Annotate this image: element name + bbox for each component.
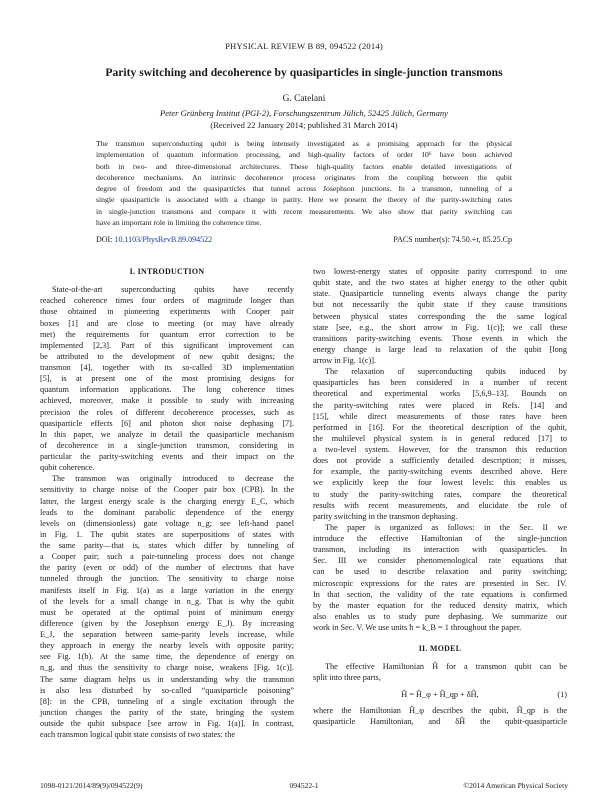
text-line: met) the requirements for quantum error correction to be — [40, 329, 294, 339]
affiliation: Peter Grünberg Institut (PGI-2), Forschungszentrum Jülich, 52425 Jülich, Germany — [160, 108, 448, 118]
text-line: where the Hamiltonian Ĥ_φ describes the qubit, Ĥ_qp is the — [313, 705, 567, 715]
text-line: results with recent measurements, and elucidate the role of — [313, 500, 567, 510]
text-line: The transmon was originally introduced to decrease the — [52, 474, 294, 484]
text-line: a two-level system. However, for the transmon this reduction — [313, 445, 567, 454]
text-line: [5], is at present one of the most promising designs for — [40, 374, 294, 384]
text-line: the parity (even or odd) of the number of electrons that have — [40, 563, 294, 573]
text-line: precision the roles of different decoherence processes, such as — [40, 407, 294, 417]
text-line: can be used to describe relaxation and parity switching; — [313, 567, 567, 577]
left-column — [40, 266, 294, 740]
section-heading-model: II. MODEL — [418, 644, 462, 654]
section-heading-introduction: I. INTRODUCTION — [129, 267, 205, 276]
abstract-line: The transmon superconducting qubit is being intensely investigated as a promising approach for the physical — [96, 139, 512, 148]
text-line: implemented [2,3]. Part of this significant improvement can — [40, 340, 294, 350]
text-line: be attributed to the development of new qubit designs; the — [40, 351, 294, 361]
text-line: The paper is organized as follows: in the Sec. II we — [325, 522, 567, 532]
equation-number: (1) — [557, 689, 567, 699]
equation-text: Ĥ = Ĥ_φ + Ĥ_qp + δĤ, — [401, 689, 479, 699]
text-line: Sec. III we consider phenomenological rate equations that — [313, 556, 567, 566]
doi-link[interactable]: 10.1103/PhysRevB.89.094522 — [114, 235, 213, 244]
equation-1 — [313, 689, 567, 700]
right-column-body — [313, 266, 567, 633]
model-body — [313, 705, 567, 727]
text-line: manifests itself in Fig. 1(a) as a large variation in the energy — [40, 585, 294, 595]
text-line: levels on (dimensionless) gate voltage n_g; see left-hand panel — [40, 518, 294, 528]
text-line: state [see, e.g., the short arrow in Fig. 1(c)]; we call these — [313, 322, 567, 332]
text-line: The effective Hamiltonian Ĥ for a transmon qubit can be — [325, 662, 567, 672]
text-line: we explicitly keep the four lowest levels: this enables us — [313, 478, 567, 488]
text-line: also enables us to study pure dephasing. We summarize our — [313, 611, 567, 621]
author-name: G. Catelani — [282, 94, 326, 104]
text-line: for example, the parity-switching events described above. Here — [313, 467, 567, 477]
text-line: quasiparticles has been considered in a number of recent — [313, 378, 567, 388]
text-line: split into three parts, — [313, 673, 381, 683]
abstract-line: degree of freedom and the quasiparticles that tunnel across Josephson junctions. In a transmon, tunneling of a — [96, 184, 512, 193]
text-line: theoretical and experimental works [5,6,9–13]. Bounds on — [313, 389, 567, 399]
running-head: PHYSICAL REVIEW B 89, 094522 (2014) — [225, 41, 383, 51]
page-number: 094522-1 — [289, 781, 319, 790]
paper-title: Parity switching and decoherence by quasiparticles in single-junction transmons — [105, 66, 503, 79]
text-line: performed in [16]. For the theoretical description of the qubit, — [313, 422, 567, 432]
text-line: each transmon logical qubit state consists of two states: the — [40, 730, 235, 740]
text-line: in Fig. 1. The qubit states are superpositions of states with — [40, 529, 294, 539]
text-line: achieved, moreover, make it possible to study with increasing — [40, 396, 294, 406]
text-line: of decoherence in a single-junction transmon, considering in — [40, 440, 294, 450]
text-line: energy change is large lead to relaxation of the qubit [long — [313, 344, 567, 354]
text-line: The same diagram helps us in understanding why the transmon — [40, 674, 294, 684]
abstract-line: both in two- and three-dimensional architectures. These high-quality factors enable detailed investigations of — [96, 161, 512, 171]
received-dates: (Received 22 January 2014; published 31 March 2014) — [210, 120, 398, 130]
text-line: the multilevel physical system is in general reduced [17] to — [313, 433, 567, 443]
left-column-body — [40, 284, 294, 740]
text-line: junction changes the parity of the state, bringing the system — [40, 707, 294, 717]
abstract-line: single quasiparticle is associated with a change in parity. Here we present the theory of the parity-switching rates — [96, 195, 512, 205]
abstract-line: in single-junction transmons and compare it with recent measurements. We also show that parity switching can — [96, 206, 512, 216]
text-line: parity switching in the transmon dephasing. — [313, 511, 458, 521]
text-line: n_g, and thus the sensitivity to charge noise, weakens [Fig. 1(c)]. — [40, 663, 294, 673]
text-line: of the levels for a small change in n_g. That is why the qubit — [40, 596, 294, 606]
text-line: arrow in Fig. 1(c)]. — [313, 356, 377, 365]
abstract-line: have an important role in limiting the coherence time. — [96, 217, 262, 227]
text-line: state. Quasiparticle tunneling events always change the parity — [313, 289, 567, 299]
text-line: tunneled through the junction. The sensitivity to charge noise — [40, 574, 294, 584]
text-line: a Cooper pair; such a pair-tunneling process does not change — [40, 552, 294, 562]
text-line: to study the parity-switching rates, compare the theoretical — [313, 489, 567, 499]
text-line: [15], while direct measurements of those rates have been — [313, 411, 567, 421]
text-line: must be operated at the optimal point of minimum energy — [40, 607, 294, 617]
text-line: qubit coherence. — [40, 463, 95, 473]
text-line: introduce the effective Hamiltonian of the single-junction — [313, 534, 567, 543]
text-line: the same parity—that is, states which differ by tunneling of — [40, 541, 294, 550]
text-line: two lowest-energy states of opposite parity correspond to one — [313, 267, 567, 276]
text-line: sensitivity to charge noise of the Cooper pair box (CPB). In the — [40, 485, 294, 495]
text-line: they approach in energy the nearby levels with opposite parity; — [40, 641, 294, 651]
text-line: quantum information applications. The long coherence times — [40, 385, 294, 395]
text-line: qubit state, and the two states at higher energy to the other qubit — [313, 278, 567, 288]
footer-code: 1098-0121/2014/89(9)/094522(9) — [40, 781, 143, 790]
text-line: reached coherence times four orders of magnitude longer than — [40, 296, 294, 306]
text-line: State-of-the-art superconducting qubits have recently — [52, 285, 294, 295]
doi-row — [96, 235, 512, 244]
abstract — [96, 138, 512, 228]
text-line: transitions parity-switching events. Those events in which the — [313, 333, 567, 343]
text-line: is also less disturbed by so-called “quasiparticle poisoning” — [40, 685, 294, 695]
pacs-numbers: PACS number(s): 74.50.+r, 85.25.Cp — [393, 235, 512, 244]
text-line: transmon, including its interaction with quasiparticles. In — [313, 545, 567, 555]
model-intro — [313, 661, 567, 683]
text-line: the parity-switching rates were placed in Refs. [14] and — [313, 400, 567, 410]
text-line: particular the parity-switching events and their impact on the — [40, 452, 294, 461]
doi-label: DOI: — [96, 235, 113, 244]
text-line: difference (given by the Josephson energy E_J). By increasing — [40, 618, 294, 628]
text-line: latter, the largest energy scale is the charging energy E_C, which — [40, 496, 294, 506]
text-line: In that section, the validity of the rate equations is confirmed — [313, 589, 567, 599]
text-line: see Fig. 1(b). At the same time, the dependence of energy on — [40, 652, 294, 662]
text-line: quasiparticle effects [6] and photon shot noise dephasing [7]. — [40, 418, 294, 428]
text-line: transmon [4], together with its so-called 3D implementation — [40, 363, 294, 372]
text-line: The relaxation of superconducting qubits induced by — [325, 367, 567, 377]
copyright: ©2014 American Physical Society — [463, 781, 568, 790]
text-line: between physical states corresponding the the same logical — [313, 311, 567, 321]
text-line: those obtained in pioneering experiments with Cooper pair — [40, 307, 294, 317]
text-line: does not provide a sufficiently detailed description; it misses, — [313, 456, 567, 466]
abstract-line: implementation of quantum information processing, and high-quality factors of order 10⁶ have been achieved — [96, 150, 512, 160]
text-line: work in Sec. V. We use units ħ = k_B = 1 throughout the paper. — [313, 623, 522, 632]
text-line: leads to the dominant parabolic dependence of the energy — [40, 507, 294, 517]
text-line: In this paper, we analyze in detail the quasiparticle mechanism — [40, 429, 294, 439]
text-line: E_J, the separation between same-parity levels increase, while — [40, 630, 294, 639]
text-line: by the master equation for the reduced density matrix, which — [313, 600, 567, 610]
text-line: but not necessarily the qubit state if they cause transitions — [313, 300, 567, 310]
right-column — [313, 266, 567, 727]
text-line: boxes [1] and are close to meeting (or may have already — [40, 318, 294, 328]
text-line: quasiparticle Hamiltonian, and δĤ the qubit-quasiparticle — [313, 716, 567, 726]
text-line: [8]: in the CPB, tunneling of a single excitation through the — [40, 696, 294, 706]
text-line: outside the qubit subspace [see arrow in Fig. 1(a)]. In contrast, — [40, 719, 294, 728]
text-line: microscopic expressions for the rates are presented in Sec. IV. — [313, 578, 567, 588]
abstract-line: decoherence mechanisms. An intrinsic decoherence process originates from the coupling between the qubit — [96, 172, 512, 182]
